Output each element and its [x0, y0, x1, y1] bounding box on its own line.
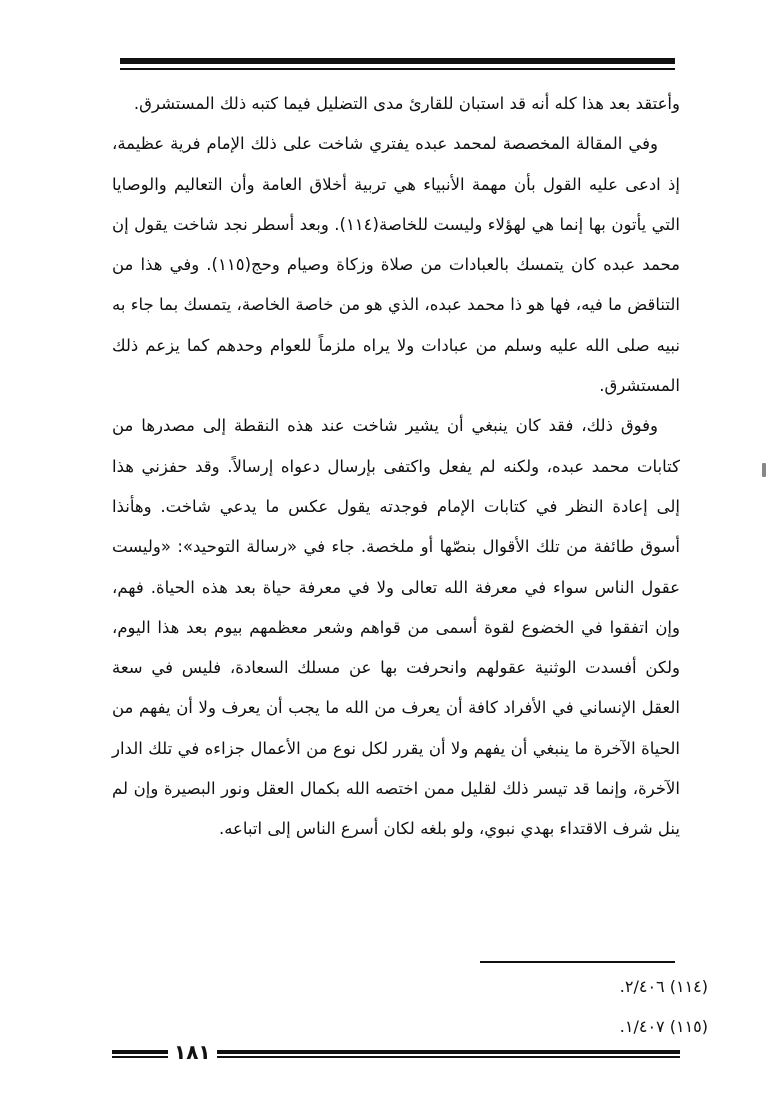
paragraph: وفي المقالة المخصصة لمحمد عبده يفتري شاخت على ذلك الإمام فرية عظيمة، إذ ادعى عليه القول بأن مهمة الأنبياء هي تربية أخلاق العامة وأن التعاليم والوصايا التي يأتون بها إنما هي لهؤلاء وليست للخاصة(١١٤). وبعد أسطر نجد شاخت يقول إن محمد عبده كان يتمسك بالعبادات من صلاة وزكاة وصيام وحج(١١٥). وفي هذا من التناقض ما فيه، فها هو ذا محمد عبده، الذي هو من خاصة الخاصة، يتمسك بما جاء به نبيه صلى الله عليه وسلم من عبادات ولا يراه ملزماً للعوام وحدهم كما يزعم ذلك المستشرق.	[112, 134, 680, 396]
footnotes	[400, 967, 708, 1047]
page-number: ١٨١	[174, 1040, 211, 1064]
header-rule-thick	[120, 58, 675, 64]
page-footer	[112, 1040, 680, 1064]
header-rule-thin	[120, 68, 675, 70]
footnote-separator	[480, 961, 675, 963]
footer-rule-right	[217, 1050, 680, 1054]
footnote-115: (١١٥) ١/٤٠٧.	[619, 1017, 708, 1036]
footer-rule-left	[112, 1050, 168, 1054]
footnote-114: (١١٤) ٢/٤٠٦.	[619, 977, 708, 996]
paragraph: وفوق ذلك، فقد كان ينبغي أن يشير شاخت عند هذه النقطة إلى مصدرها من كتابات محمد عبده، ولكنه لم يفعل واكتفى بإرسال دعواه إرسالاً. وقد حفزني هذا إلى إعادة النظر في كتابات الإمام فوجدته يقول عكس ما يدعي شاخت. وهأنذا أسوق طائفة من تلك الأقوال بنصّها أو ملخصة. جاء في «رسالة التوحيد»: «وليست عقول الناس سواء في معرفة الله تعالى ولا في معرفة حياة بعد هذه الحياة. فهم، وإن اتفقوا في الخضوع لقوة أسمى من قواهم وشعر معظمهم بيوم بعد هذا اليوم، ولكن أفسدت الوثنية عقولهم وانحرفت بها عن مسلك السعادة، فليس في سعة العقل الإنساني في الأفراد كافة أن يعرف من الله ما يجب أن يعرف ولا أن يفهم من الحياة الآخرة ما ينبغي أن يفهم ولا أن يقرر لكل نوع من الأعمال جزاءه في تلك الدار الآخرة، وإنما قد تيسر ذلك لقليل ممن اختصه الله بكمال العقل ونور البصيرة وإن لم ينل شرف الاقتداء بهدي نبوي، ولو بلغه لكان أسرع الناس إلى اتباعه.	[112, 416, 680, 839]
scan-mark	[762, 463, 766, 477]
paragraph: وأعتقد بعد هذا كله أنه قد استبان للقارئ مدى التضليل فيما كتبه ذلك المستشرق.	[133, 94, 680, 113]
body-text	[112, 84, 680, 850]
